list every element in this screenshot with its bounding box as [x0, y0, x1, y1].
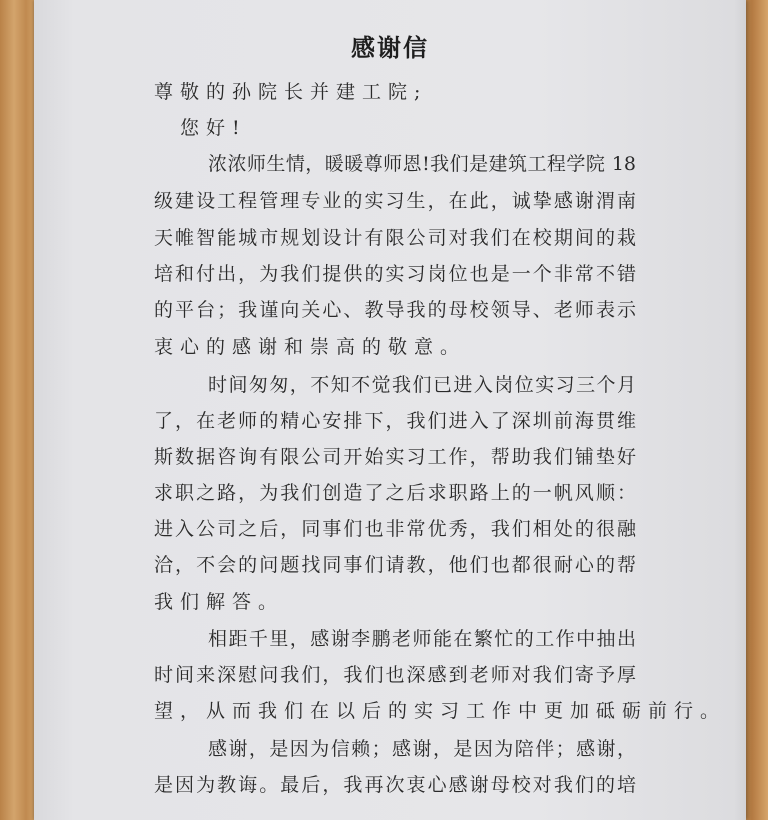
body-line: 斯数据咨询有限公司开始实习工作，帮助我们铺垫好	[154, 446, 636, 468]
body-line: 求职之路，为我们创造了之后求职路上的一帆风顺：	[154, 482, 636, 504]
body-line: 相距千里，感谢李鹏老师能在繁忙的工作中抽出	[208, 628, 636, 650]
greeting: 您好!	[180, 117, 247, 139]
body-line: 感谢，是因为信赖；感谢，是因为陪伴；感谢，	[208, 738, 636, 760]
body-line: 进入公司之后，同事们也非常优秀，我们相处的很融	[154, 518, 636, 540]
body-line: 培和付出，为我们提供的实习岗位也是一个非常不错	[154, 263, 636, 285]
body-line: 时间来深慰问我们，我们也深感到老师对我们寄予厚	[154, 664, 636, 686]
body-line: 级建设工程管理专业的实习生，在此，诚挚感谢渭南	[154, 190, 636, 212]
body-line: 洽，不会的问题找同事们请教，他们也都很耐心的帮	[154, 554, 636, 576]
body-line: 是因为教诲。最后，我再次衷心感谢母校对我们的培	[154, 774, 636, 796]
body-line: 我们解答。	[154, 591, 285, 613]
body-line: 浓浓师生情，暖暖尊师恩!我们是建筑工程学院 18	[208, 153, 636, 175]
letter-title: 感谢信	[351, 33, 429, 62]
salutation: 尊敬的孙院长并建工院;	[154, 81, 428, 103]
letter-paper	[34, 0, 746, 820]
body-line: 望，从而我们在以后的实习工作中更加砥砺前行。	[154, 700, 727, 722]
body-line: 时间匆匆，不知不觉我们已进入岗位实习三个月	[208, 374, 636, 396]
body-line: 了，在老师的精心安排下，我们进入了深圳前海贯维	[154, 410, 636, 432]
body-line: 衷心的感谢和崇高的敬意。	[154, 336, 467, 358]
body-line: 天帷智能城市规划设计有限公司对我们在校期间的栽	[154, 227, 636, 249]
body-line: 的平台；我谨向关心、教导我的母校领导、老师表示	[154, 299, 636, 321]
